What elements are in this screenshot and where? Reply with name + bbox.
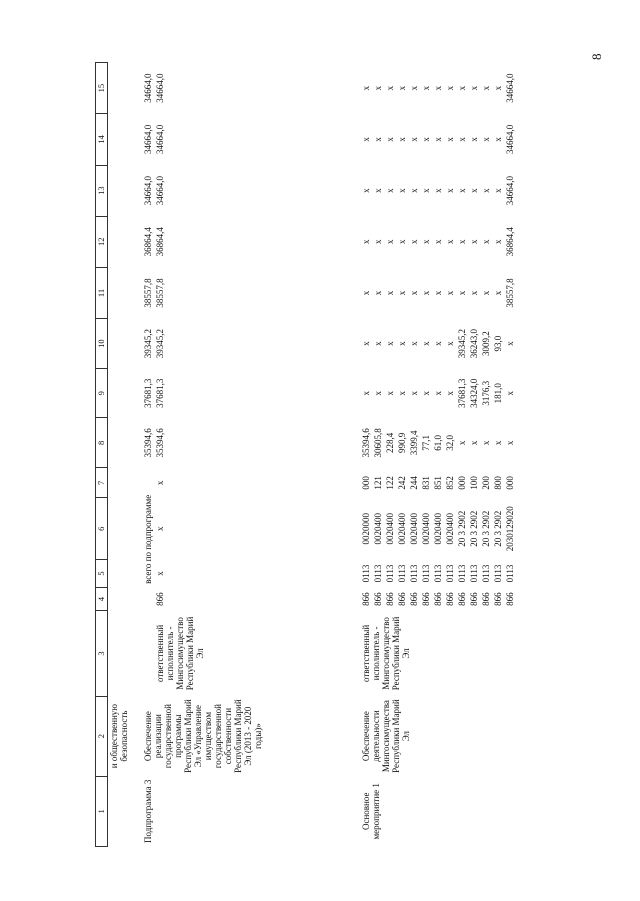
cell: 36243,0 xyxy=(469,329,479,359)
cell: x xyxy=(457,290,467,296)
cell: x xyxy=(445,239,455,245)
cell: x xyxy=(445,390,455,396)
header-cell: 4 xyxy=(96,587,108,610)
cell: x xyxy=(155,526,165,531)
cell: 0020000 xyxy=(361,512,371,545)
cell: 37681,3 xyxy=(143,378,153,408)
cell: 0113 xyxy=(397,564,407,583)
cell: x xyxy=(469,290,479,296)
cell: 100 xyxy=(469,476,479,490)
cell: 20 3 2902 xyxy=(457,510,467,547)
cell: x xyxy=(469,440,479,446)
cell: 77,1 xyxy=(421,434,431,451)
cell: x xyxy=(457,137,467,142)
cell: 0020400 xyxy=(445,512,455,545)
cell: 32,0 xyxy=(445,434,455,451)
cell: x xyxy=(385,239,395,245)
cell: x xyxy=(397,390,407,396)
page-number: 8 xyxy=(589,53,604,60)
cell: x xyxy=(421,85,431,91)
cell: x xyxy=(397,188,407,193)
cell: 39345,2 xyxy=(143,329,153,359)
cell: 800 xyxy=(493,476,503,490)
cell: 866 xyxy=(155,592,165,606)
cell: x xyxy=(445,290,455,296)
cell: x xyxy=(373,137,383,142)
header-cell: 9 xyxy=(96,369,108,418)
cell: x xyxy=(457,188,467,193)
cell: 228,4 xyxy=(385,432,395,453)
cell: x xyxy=(361,341,371,346)
cell: x xyxy=(481,85,491,91)
header-cell: 5 xyxy=(96,560,108,588)
cell: 121 xyxy=(373,476,383,490)
top-fragment-row xyxy=(108,63,143,847)
cell: 3399,4 xyxy=(409,430,419,456)
cell: 000 xyxy=(457,476,467,490)
cell: x xyxy=(397,137,407,142)
cell: x xyxy=(373,290,383,296)
cell: x xyxy=(409,290,419,296)
cell: 35394,6 xyxy=(155,428,165,458)
cell: 0113 xyxy=(481,564,491,583)
cell: x xyxy=(397,341,407,346)
cell: x xyxy=(433,341,443,346)
cell: 000 xyxy=(505,476,515,490)
cell: x xyxy=(409,188,419,193)
cell: 2030129020 xyxy=(505,506,515,552)
cell: x xyxy=(481,239,491,245)
cell: 851 xyxy=(433,476,443,490)
cell: 122 xyxy=(385,476,395,490)
cell: 990,9 xyxy=(397,432,407,453)
cell: x xyxy=(505,341,515,346)
cell: x xyxy=(361,85,371,91)
cell: x xyxy=(457,85,467,91)
cell: 39345,2 xyxy=(155,329,165,359)
header-cell: 12 xyxy=(96,216,108,267)
header-cell: 1 xyxy=(96,776,108,846)
cell: 0113 xyxy=(493,564,503,583)
cell: 0113 xyxy=(361,564,371,583)
cell: 866 xyxy=(481,592,491,606)
cell: x xyxy=(397,290,407,296)
cell: x xyxy=(361,188,371,193)
cell: 866 xyxy=(433,592,443,606)
cell: x xyxy=(469,239,479,245)
cell: x xyxy=(385,290,395,296)
header-cell: 15 xyxy=(96,63,108,114)
cell: 34664,0 xyxy=(143,175,153,206)
cell: 34664,0 xyxy=(505,124,515,155)
cell: 200 xyxy=(481,476,491,490)
header-cell: 6 xyxy=(96,498,108,560)
cell: x xyxy=(445,188,455,193)
cell: 242 xyxy=(397,476,407,490)
cell: 244 xyxy=(409,476,419,490)
cell: x xyxy=(457,239,467,245)
cell: 181,0 xyxy=(493,383,503,404)
cell: x xyxy=(397,85,407,91)
subprogram-executor: ответственный исполнитель - Мингосимущество Республики Марий Эл xyxy=(155,616,205,691)
cell: x xyxy=(481,188,491,193)
cell: x xyxy=(445,85,455,91)
cell: 866 xyxy=(457,592,467,606)
rotated-table-container xyxy=(95,62,565,847)
cell: x xyxy=(469,85,479,91)
cell: 34664,0 xyxy=(505,175,515,206)
cell: x xyxy=(493,290,503,296)
cell: 20 3 2902 xyxy=(469,510,479,547)
cell: 0113 xyxy=(469,564,479,583)
cell: 34664,0 xyxy=(155,124,165,155)
cell: 866 xyxy=(421,592,431,606)
cell: 866 xyxy=(361,592,371,606)
cell: x xyxy=(469,137,479,142)
cell: 35394,6 xyxy=(143,428,153,458)
cell: x xyxy=(421,239,431,245)
measure-name: Обеспечение деятельности Мингосимущества Республики Марий Эл xyxy=(361,699,411,773)
cell: 36864,4 xyxy=(155,227,165,257)
cell: x xyxy=(361,390,371,396)
cell: x xyxy=(155,480,165,486)
cell: 61,0 xyxy=(433,434,443,451)
header-cell: 2 xyxy=(96,696,108,776)
cell: x xyxy=(481,440,491,446)
cell: 866 xyxy=(397,592,407,606)
cell: 34664,0 xyxy=(505,73,515,103)
subprogram-name: Обеспечение реализации государственной программы Республики Марий Эл «Управление имуществом государственной собственности Республики Марий Эл (2013 - 2020 годы)» xyxy=(143,699,263,773)
budget-table xyxy=(95,62,516,847)
header-cell: 11 xyxy=(96,267,108,318)
header-cell: 8 xyxy=(96,418,108,468)
header-cell: 13 xyxy=(96,165,108,216)
cell: 38557,8 xyxy=(505,278,515,308)
cell: x xyxy=(155,571,165,576)
header-cell: 14 xyxy=(96,114,108,165)
cell: 0020400 xyxy=(421,512,431,545)
cell: 34324,0 xyxy=(469,378,479,408)
cell: 36864,4 xyxy=(143,227,153,257)
cell: 0113 xyxy=(421,564,431,583)
cell: x xyxy=(373,188,383,193)
cell: x xyxy=(421,188,431,193)
cell: 866 xyxy=(385,592,395,606)
cell: 0020400 xyxy=(409,512,419,545)
cell: x xyxy=(409,85,419,91)
cell: x xyxy=(433,390,443,396)
cell: 3009,2 xyxy=(481,331,491,357)
cell: 866 xyxy=(505,592,515,606)
cell: x xyxy=(373,239,383,245)
cell: 36864,4 xyxy=(505,227,515,257)
cell: x xyxy=(445,341,455,346)
cell: x xyxy=(433,188,443,193)
cell: x xyxy=(505,440,515,446)
cell: x xyxy=(445,137,455,142)
cell: 20 3 2902 xyxy=(493,510,503,547)
header-cell: 3 xyxy=(96,611,108,696)
cell: x xyxy=(493,440,503,446)
cell: 866 xyxy=(409,592,419,606)
cell: x xyxy=(421,137,431,142)
cell: x xyxy=(385,137,395,142)
cell: x xyxy=(385,85,395,91)
cell: x xyxy=(481,137,491,142)
cell: 0113 xyxy=(433,564,443,583)
cell: 38557,8 xyxy=(143,278,153,308)
cell: x xyxy=(361,137,371,142)
cell: 35394,6 xyxy=(361,428,371,458)
cell: x xyxy=(493,188,503,193)
cell: 866 xyxy=(445,592,455,606)
header-cell: 7 xyxy=(96,468,108,498)
cell: x xyxy=(385,390,395,396)
cell: 866 xyxy=(373,592,383,606)
header-row xyxy=(96,63,108,847)
cell: 0113 xyxy=(505,564,515,583)
cell: x xyxy=(457,440,467,446)
cell: x xyxy=(421,341,431,346)
cell: x xyxy=(397,239,407,245)
cell: 852 xyxy=(445,476,455,490)
cell: x xyxy=(469,188,479,193)
cell: 866 xyxy=(469,592,479,606)
cell: x xyxy=(505,390,515,396)
cell: x xyxy=(433,239,443,245)
cell: x xyxy=(421,290,431,296)
cell: x xyxy=(409,390,419,396)
cell: 866 xyxy=(493,592,503,606)
cell: x xyxy=(421,390,431,396)
subprogram-total-label: всего по подпрограмме xyxy=(143,494,153,584)
cell: x xyxy=(385,341,395,346)
cell: 34664,0 xyxy=(143,73,153,103)
header-cell: 10 xyxy=(96,319,108,369)
cell: 20 3 2902 xyxy=(481,510,491,547)
cell: 0113 xyxy=(373,564,383,583)
cell: 3176,3 xyxy=(481,380,491,406)
top-fragment-text: и общественную безопасность xyxy=(109,703,129,769)
cell: x xyxy=(373,85,383,91)
cell: 0020400 xyxy=(397,512,407,545)
subprogram-total-row xyxy=(142,63,154,847)
measure-executor: ответственный исполнитель - Мингосимущество Республики Марий Эл xyxy=(361,616,411,691)
cell: x xyxy=(481,290,491,296)
subprogram-label: Подпрограмма 3 xyxy=(143,779,153,844)
cell: x xyxy=(373,341,383,346)
cell: 0020400 xyxy=(433,512,443,545)
cell: 34664,0 xyxy=(155,175,165,206)
cell: 0113 xyxy=(409,564,419,583)
cell: x xyxy=(433,137,443,142)
cell: x xyxy=(373,390,383,396)
cell: 37681,3 xyxy=(155,378,165,408)
cell: x xyxy=(493,137,503,142)
cell: 0113 xyxy=(457,564,467,583)
cell: x xyxy=(493,85,503,91)
cell: 38557,8 xyxy=(155,278,165,308)
cell: x xyxy=(409,239,419,245)
cell: 37681,3 xyxy=(457,378,467,408)
cell: x xyxy=(409,137,419,142)
cell: x xyxy=(361,290,371,296)
cell: 000 xyxy=(361,476,371,490)
cell: 831 xyxy=(421,476,431,490)
cell: 34664,0 xyxy=(155,73,165,103)
measure-row xyxy=(360,63,372,847)
cell: 30605,8 xyxy=(373,428,383,458)
cell: 39345,2 xyxy=(457,329,467,359)
cell: x xyxy=(361,239,371,245)
cell: x xyxy=(433,85,443,91)
cell: 93,0 xyxy=(493,335,503,352)
cell: x xyxy=(409,341,419,346)
cell: 0113 xyxy=(385,564,395,583)
cell: x xyxy=(385,188,395,193)
cell: x xyxy=(433,290,443,296)
cell: 0020400 xyxy=(385,512,395,545)
cell: 0020400 xyxy=(373,512,383,545)
cell: x xyxy=(493,239,503,245)
cell: 0113 xyxy=(445,564,455,583)
measure-label: Основное мероприятие 1 xyxy=(361,783,381,840)
cell: 34664,0 xyxy=(143,124,153,155)
